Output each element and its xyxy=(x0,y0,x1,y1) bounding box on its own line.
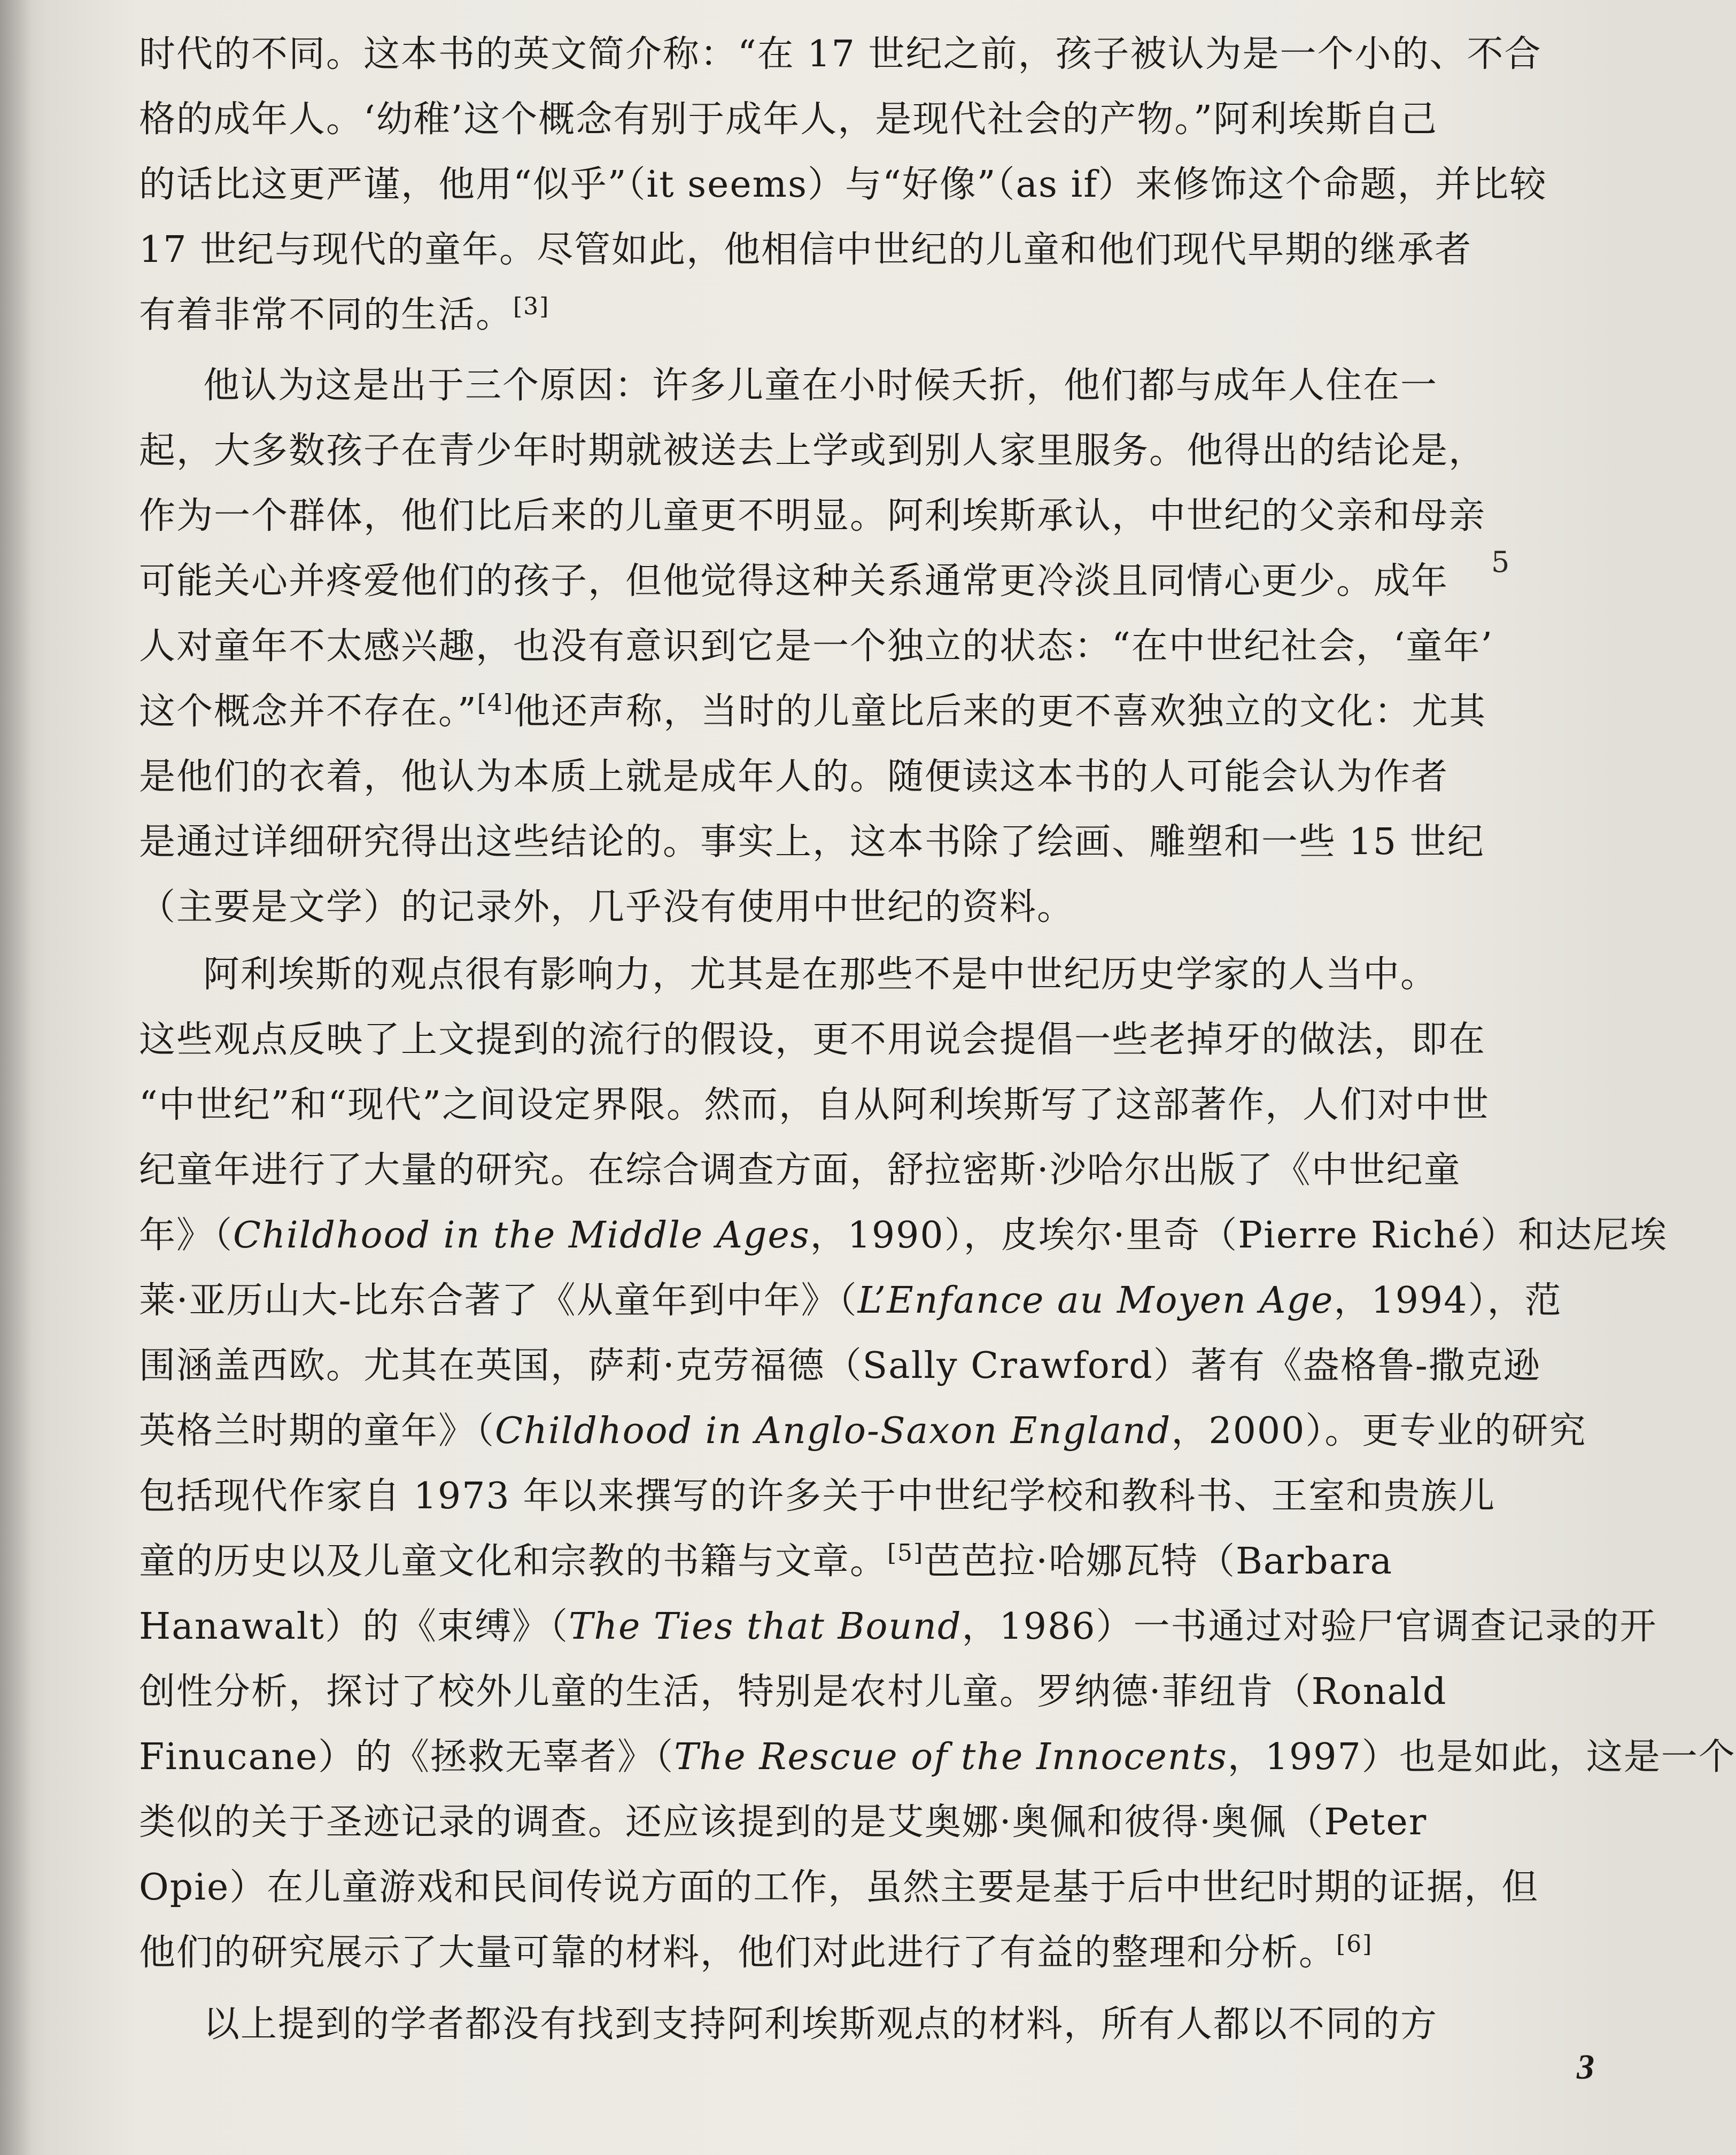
footnote-ref[interactable]: [4] xyxy=(477,689,514,717)
text-line: 英格兰时期的童年》（Childhood in Anglo-Saxon England，2000）。更专业的研究 xyxy=(139,1410,1587,1452)
book-title-italic: The Rescue of the Innocents xyxy=(674,1736,1228,1778)
text-line: 围涵盖西欧。尤其在英国，萨莉·克劳福德（Sally Crawford）著有《盎格鲁-撒克逊 xyxy=(139,1345,1541,1387)
text-line: 纪童年进行了大量的研究。在综合调查方面，舒拉密斯·沙哈尔出版了《中世纪童 xyxy=(139,1149,1461,1191)
text-line: 是通过详细研究得出这些结论的。事实上，这本书除了绘画、雕塑和一些 15 世纪 xyxy=(139,821,1485,863)
paragraph-first-line: 阿利埃斯的观点很有影响力，尤其是在那些不是中世纪历史学家的人当中。 xyxy=(203,954,1438,996)
text-line: “中世纪”和“现代”之间设定界限。然而，自从阿利埃斯写了这部著作，人们对中世 xyxy=(139,1084,1490,1126)
margin-line-number: 5 xyxy=(1491,545,1510,579)
text-line: 起，大多数孩子在青少年时期就被送去上学或到别人家里服务。他得出的结论是， xyxy=(139,430,1486,472)
text-line: 时代的不同。这本书的英文简介称：“在 17 世纪之前，孩子被认为是一个小的、不合 xyxy=(139,33,1542,75)
text-line: 年》（Childhood in the Middle Ages，1990），皮埃尔·里奇（Pierre Riché）和达尼埃 xyxy=(139,1214,1668,1257)
text-line: 这些观点反映了上文提到的流行的假设，更不用说会提倡一些老掉牙的做法，即在 xyxy=(139,1019,1486,1061)
page-gutter-shadow xyxy=(0,0,32,2155)
text-line: Opie）在儿童游戏和民间传说方面的工作，虽然主要是基于后中世纪时期的证据，但 xyxy=(139,1866,1539,1909)
book-title-italic: The Ties that Bound xyxy=(569,1606,962,1648)
paragraph-first-line: 以上提到的学者都没有找到支持阿利埃斯观点的材料，所有人都以不同的方 xyxy=(203,2003,1438,2045)
book-title-italic: L’Enfance au Moyen Age xyxy=(857,1280,1334,1322)
text-line: 有着非常不同的生活。[3] xyxy=(139,293,550,336)
text-line: 这个概念并不存在。”[4]他还声称，当时的儿童比后来的更不喜欢独立的文化：尤其 xyxy=(139,689,1487,733)
footnote-ref[interactable]: [3] xyxy=(513,293,550,320)
text-line: Finucane）的《拯救无辜者》（The Rescue of the Innocents，1997）也是如此，这是一个 xyxy=(139,1736,1736,1778)
text-line: 童的历史以及儿童文化和宗教的书籍与文章。[5]芭芭拉·哈娜瓦特（Barbara xyxy=(139,1539,1393,1583)
text-line: 是他们的衣着，他认为本质上就是成年人的。随便读这本书的人可能会认为作者 xyxy=(139,756,1449,798)
text-line: 格的成年人。‘幼稚’这个概念有别于成年人，是现代社会的产物。”阿利埃斯自己 xyxy=(139,98,1438,141)
text-line: 他们的研究展示了大量可靠的材料，他们对此进行了有益的整理和分析。[6] xyxy=(139,1931,1373,1974)
book-title-italic: Childhood in the Middle Ages xyxy=(233,1214,810,1257)
text-line: 可能关心并疼爱他们的孩子，但他觉得这种关系通常更冷淡且同情心更少。成年 xyxy=(139,560,1449,602)
text-line: 包括现代作家自 1973 年以来撰写的许多关于中世纪学校和教科书、王室和贵族儿 xyxy=(139,1475,1496,1517)
paragraph-first-line: 他认为这是出于三个原因：许多儿童在小时候夭折，他们都与成年人住在一 xyxy=(203,365,1438,407)
text-line: （主要是文学）的记录外，几乎没有使用中世纪的资料。 xyxy=(139,886,1075,928)
text-line: 的话比这更严谨，他用“似乎”（it seems）与“好像”（as if）来修饰这个命题，并比较 xyxy=(139,164,1547,206)
book-title-italic: Childhood in Anglo-Saxon England xyxy=(495,1410,1172,1452)
footnote-ref[interactable]: [5] xyxy=(887,1539,924,1567)
text-line: 莱·亚历山大-比东合著了《从童年到中年》（L’Enfance au Moyen Age，1994），范 xyxy=(139,1280,1562,1322)
text-line: 类似的关于圣迹记录的调查。还应该提到的是艾奥娜·奥佩和彼得·奥佩（Peter xyxy=(139,1801,1428,1843)
page-number: 3 xyxy=(1577,2048,1594,2087)
text-line: 人对童年不太感兴趣，也没有意识到它是一个独立的状态：“在中世纪社会，‘童年’ xyxy=(139,625,1493,668)
text-line: 创性分析，探讨了校外儿童的生活，特别是农村儿童。罗纳德·菲纽肯（Ronald xyxy=(139,1671,1447,1713)
text-line: 17 世纪与现代的童年。尽管如此，他相信中世纪的儿童和他们现代早期的继承者 xyxy=(139,229,1472,271)
text-line: 作为一个群体，他们比后来的儿童更不明显。阿利埃斯承认，中世纪的父亲和母亲 xyxy=(139,495,1486,537)
text-line: Hanawalt）的《束缚》（The Ties that Bound，1986）一书通过对验尸官调查记录的开 xyxy=(139,1606,1657,1648)
footnote-ref[interactable]: [6] xyxy=(1336,1931,1373,1958)
